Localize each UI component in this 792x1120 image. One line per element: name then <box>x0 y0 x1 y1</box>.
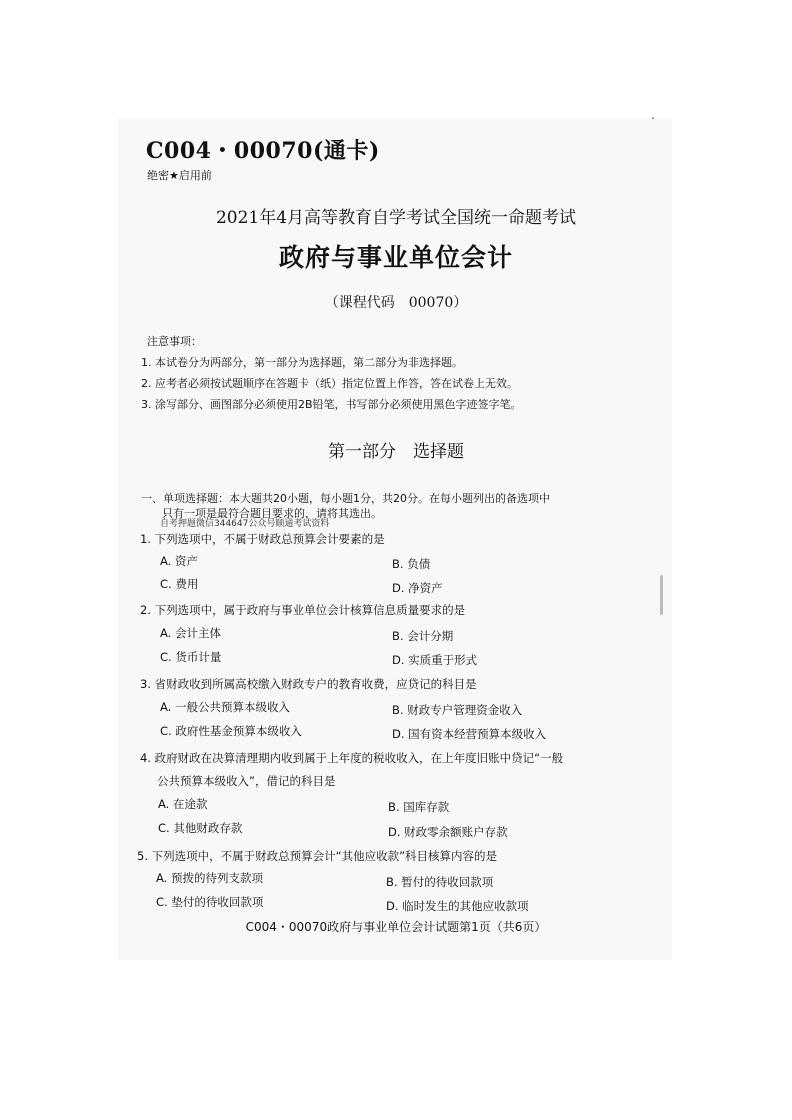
option-d: D. 实质重于形式 <box>392 653 478 667</box>
question-stem: 2. 下列选项中，属于政府与事业单位会计核算信息质量要求的是 <box>140 603 466 617</box>
option-c: C. 费用 <box>160 577 199 591</box>
option-a: A. 会计主体 <box>160 626 221 640</box>
option-a: A. 一般公共预算本级收入 <box>160 700 290 714</box>
option-b: B. 国库存款 <box>388 800 450 814</box>
course-code: （课程代码 00070） <box>324 295 468 311</box>
option-d: D. 国有资本经营预算本级收入 <box>392 727 547 741</box>
question-stem: 4. 政府财政在决算清理期内收到属于上年度的税收收入，在上年度旧账中贷记“一般 <box>140 751 564 765</box>
option-a: A. 预拨的待列支款项 <box>156 871 263 885</box>
exam-code: C004・00070(通卡) <box>146 138 380 164</box>
notice-item: 2. 应考者必须按试题顺序在答题卡（纸）指定位置上作答，答在试卷上无效。 <box>141 377 518 390</box>
option-c: C. 垫付的待收回款项 <box>156 895 264 909</box>
watermark-stamp: 自考押题微信344647公众号顺通考试资料 <box>160 519 330 529</box>
option-c: C. 货币计量 <box>160 650 222 664</box>
option-c: C. 政府性基金预算本级收入 <box>160 724 302 738</box>
part-heading: 第一部分 选择题 <box>328 442 464 462</box>
option-d: D. 净资产 <box>392 581 443 595</box>
option-b: B. 暂付的待收回款项 <box>386 875 494 889</box>
question-stem: 1. 下列选项中，不属于财政总预算会计要素的是 <box>140 532 385 546</box>
scan-shadow <box>660 575 663 615</box>
notice-item: 3. 涂写部分、画图部分必须使用2B铅笔，书写部分必须使用黑色字迹签字笔。 <box>141 398 522 411</box>
option-d: D. 财政零余额账户存款 <box>388 825 508 839</box>
option-a: A. 在途款 <box>158 797 208 811</box>
scan-speck <box>652 117 654 119</box>
option-b: B. 会计分期 <box>392 629 454 643</box>
option-c: C. 其他财政存款 <box>158 821 243 835</box>
option-a: A. 资产 <box>160 554 198 568</box>
exam-title: 2021年4月高等教育自学考试全国统一命题考试 <box>215 208 577 228</box>
question-stem: 3. 省财政收到所属高校缴入财政专户的教育收费，应贷记的科目是 <box>140 677 477 691</box>
question-stem: 5. 下列选项中，不属于财政总预算会计“其他应收款”科目核算内容的是 <box>137 849 498 863</box>
option-d: D. 临时发生的其他应收款项 <box>386 899 529 913</box>
secret-label: 绝密★启用前 <box>147 169 212 182</box>
notice-item: 1. 本试卷分为两部分，第一部分为选择题，第二部分为非选择题。 <box>141 356 463 369</box>
option-b: B. 财政专户管理资金收入 <box>392 703 523 717</box>
instruction-line: 一、单项选择题：本大题共20小题，每小题1分，共20分。在每小题列出的备选项中 <box>141 492 550 505</box>
instruction-line: 只有一项是最符合题目要求的，请将其选出。 <box>162 507 382 520</box>
option-b: B. 负债 <box>392 557 431 571</box>
page-footer: C004・00070政府与事业单位会计试题第1页（共6页） <box>245 920 547 934</box>
subject-title: 政府与事业单位会计 <box>278 243 513 272</box>
notice-heading: 注意事项： <box>147 335 202 348</box>
question-stem-continued: 公共预算本级收入”，借记的科目是 <box>157 774 336 788</box>
